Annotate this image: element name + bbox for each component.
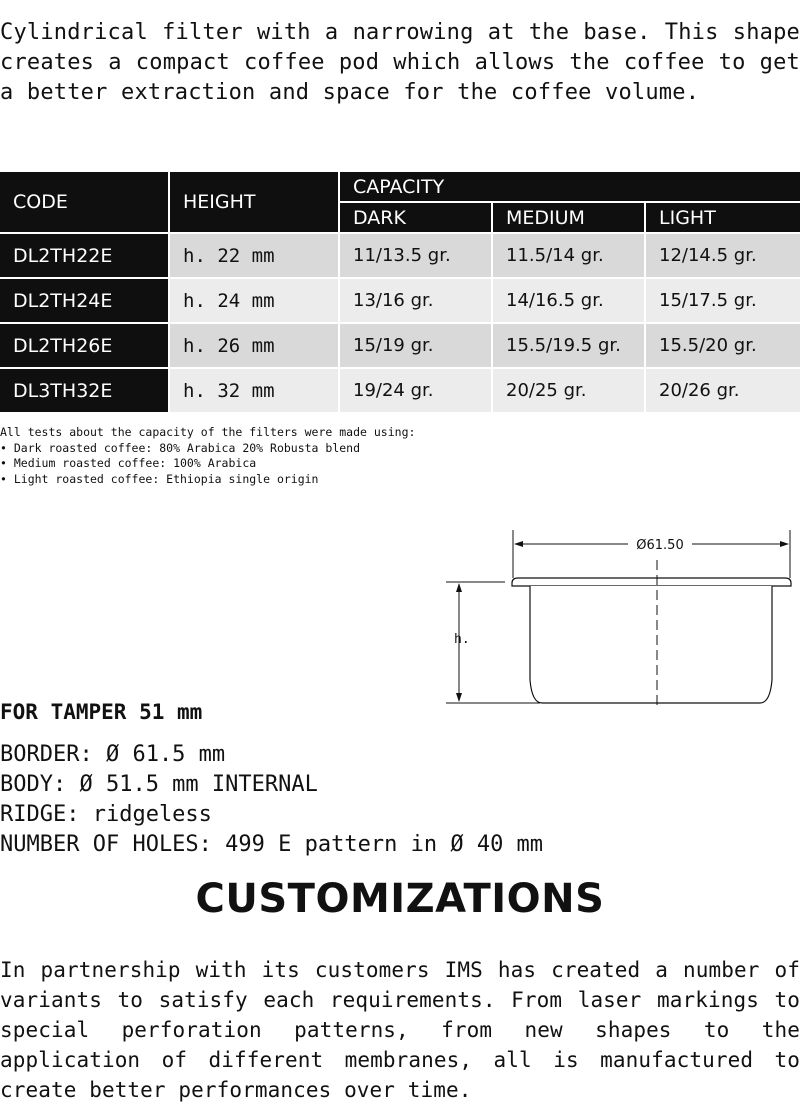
test-notes — [0, 425, 520, 487]
table-row — [0, 369, 800, 414]
row-code: DL2TH22E — [0, 234, 170, 279]
spec-ridge: RIDGE: ridgeless — [0, 802, 212, 827]
arrow-right-icon — [780, 541, 789, 547]
row-code: DL3TH32E — [0, 369, 170, 414]
row-light: 12/14.5 gr. — [646, 234, 800, 279]
row-height: h. 32 mm — [170, 369, 340, 414]
spec-border: BORDER: Ø 61.5 mm — [0, 742, 226, 767]
basket-rim — [512, 578, 791, 586]
row-medium: 20/25 gr. — [493, 369, 646, 414]
row-code: DL2TH24E — [0, 279, 170, 324]
row-dark: 13/16 gr. — [340, 279, 493, 324]
header-dark: DARK — [340, 203, 493, 234]
spec-holes: NUMBER OF HOLES: 499 E pattern in Ø 40 mm — [0, 832, 544, 857]
table-row — [0, 279, 800, 324]
note-item: • Dark roasted coffee: 80% Arabica 20% Robusta blend — [0, 440, 361, 455]
diameter-label: Ø61.50 — [636, 538, 684, 553]
note-item: • Medium roasted coffee: 100% Arabica — [0, 456, 257, 470]
intro-paragraph: Cylindrical filter with a narrowing at the base. This shape creates a compact coffee pod which allows the coffee to get a better extraction and space for the coffee volume. — [0, 20, 800, 105]
row-light: 15/17.5 gr. — [646, 279, 800, 324]
table-row — [0, 234, 800, 279]
row-height: h. 22 mm — [170, 234, 340, 279]
spec-body: BODY: Ø 51.5 mm INTERNAL — [0, 772, 318, 797]
row-height: h. 24 mm — [170, 279, 340, 324]
row-height: h. 26 mm — [170, 324, 340, 369]
customizations-paragraph: In partnership with its customers IMS has created a number of variants to satisfy each requirements. From laser markings to special perforation patterns, from new shapes to the application of different membranes, all is manufactured to create better performances over time. — [0, 958, 800, 1102]
spec-list — [0, 740, 543, 860]
row-code: DL2TH26E — [0, 324, 170, 369]
table-row — [0, 324, 800, 369]
header-light: LIGHT — [646, 203, 800, 234]
row-dark: 19/24 gr. — [340, 369, 493, 414]
arrow-up-icon — [456, 583, 462, 592]
row-light: 20/26 gr. — [646, 369, 800, 414]
row-dark: 11/13.5 gr. — [340, 234, 493, 279]
header-code: CODE — [0, 172, 170, 234]
filter-basket-diagram — [430, 520, 800, 710]
capacity-table — [0, 172, 800, 414]
header-medium: MEDIUM — [493, 203, 646, 234]
customizations-heading: CUSTOMIZATIONS — [195, 876, 605, 922]
note-item: • Light roasted coffee: Ethiopia single origin — [0, 471, 319, 486]
arrow-down-icon — [456, 693, 462, 702]
basket-body — [530, 586, 772, 703]
header-capacity: CAPACITY — [340, 172, 800, 203]
header-height: HEIGHT — [170, 172, 340, 234]
arrow-left-icon — [514, 541, 523, 547]
row-dark: 15/19 gr. — [340, 324, 493, 369]
row-light: 15.5/20 gr. — [646, 324, 800, 369]
row-medium: 14/16.5 gr. — [493, 279, 646, 324]
row-medium: 11.5/14 gr. — [493, 234, 646, 279]
notes-intro: All tests about the capacity of the filters were made using: — [0, 425, 416, 439]
height-label: h. — [454, 632, 470, 647]
row-medium: 15.5/19.5 gr. — [493, 324, 646, 369]
tamper-title: FOR TAMPER 51 mm — [0, 700, 203, 724]
